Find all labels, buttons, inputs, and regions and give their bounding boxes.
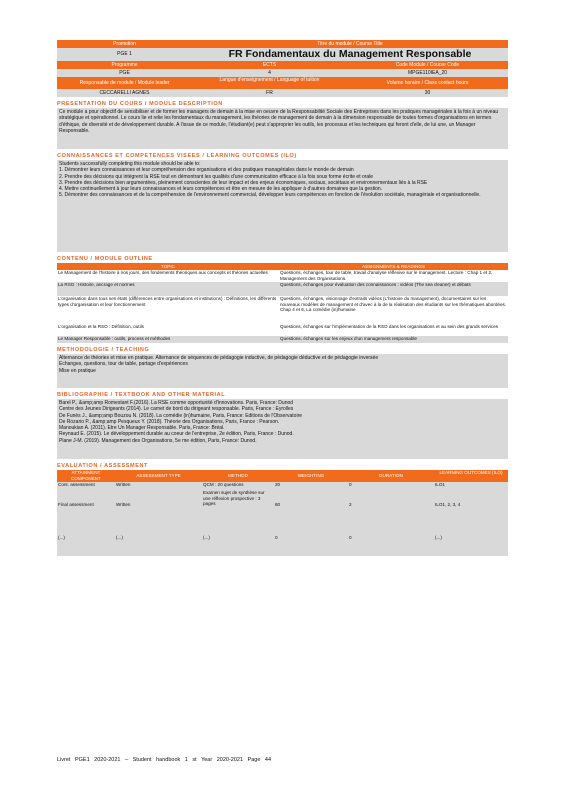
eval-header-cell: DURATION [348, 470, 434, 482]
weighting-cell: 80 [274, 490, 348, 520]
duration-cell: 2 [348, 490, 434, 520]
content-title: CONTENU / MODULE OUTLINE [57, 256, 153, 262]
eval-header-cell: LEARNING OUTCOMES (ILO) [434, 470, 508, 482]
col-assign: ASSIGNMENTS & READINGS [361, 264, 426, 269]
bibliography-text: Barel P., &amp;amp Romestant F.(2016). La RSE comme opportunité d'innovations. Paris, France: Dunod Centre des Jeunes Dirigeants (2014). Le carnet de bord du dirigeant responsable. Paris, France : Eyrolles De Funès J., &amp;amp Bouzou N. (2018). La comédie (in)humaine, Paris, France: Editions de l'Observatoire De Rozario P., &amp;amp Pesqueux Y. (2018). Théorie des Organisations, Paris, France : Pearson. Manoukian A. (2011). Etre Un Manager Responsable. Paris, France: Bréal. Reynaud E. (2015). Le développement durable au coeur de l'entreprise, 2e édition, Paris, France : Dunod. Plane J-M. (2019). Management des Organisations, 5e me édition, Paris, France: Dunod. [57, 399, 508, 459]
table-row [57, 490, 508, 520]
type-cell: Written [115, 490, 202, 520]
hours-label: Volume horaire / Class contact hours [386, 80, 469, 86]
module-title-label: Titre du module / Course Title [317, 41, 383, 47]
methodology-text: Alternance de théories et mise en pratique. Alternance de séquences de pédagogie inductive, de pédagogie déductive et de pédagogie inversée Echanges, questions, tour de table, partage d'expériences Mise en pratique [57, 354, 508, 388]
code-value: MPGE110IEA_20 [407, 70, 448, 76]
table-row [57, 482, 508, 490]
assign-cell: Questions, échanges pour évaluation des connaissances : vidéos (The sea cleaner) et débats [279, 282, 508, 296]
leader-value: CECCARELLI AGNES [99, 90, 150, 96]
code-label: Code Module / Course Code [395, 62, 460, 68]
ilo-cell: ILO1 [434, 482, 508, 490]
eval-header-cell: ATTAINMENT COMPONENT [57, 470, 115, 482]
assign-cell: Questions, échanges sur l'implémentation de la RSO dans les organisations et au sein des grands services [279, 324, 508, 336]
topic-cell: L'organisation dans tous ses états (différences entre organisations et institutions) : Définitions, les différents types d'organisation et leur fonctionnement [57, 296, 279, 324]
ilo-cell: ILO1, 2, 3, 4 [434, 490, 508, 520]
assign-cell: Questions, échanges, tour de table, travail d'analyse réflexive sur le management. Lecture : Chap 1 et 2, Management des Organisations. [279, 270, 508, 282]
content-table [57, 270, 508, 343]
table-row [57, 296, 508, 324]
language-value: FR [266, 90, 273, 96]
header-row-values-2 [57, 69, 508, 77]
component-cell: (...) [57, 520, 115, 556]
weighting-cell: 20 [274, 482, 348, 490]
promotion-value: PGE 1 [117, 51, 132, 57]
assign-cell: Questions, échanges, visionnage d'extraits vidéos (L'histoire du management), documentaires sur les nouveaux modèles de management et d'avec à la de la réalisation des étudiants sur les thématiques abordées. Chap 4 et 6, La comédie (in)humaine [279, 296, 508, 324]
header-row-labels-2 [57, 61, 508, 69]
methodology-title: METHODOLOGIE / TEACHING [57, 347, 150, 353]
bibliography-title: BIBLIOGRAPHIE / TEXTBOOK AND OTHER MATERIAL [57, 392, 226, 398]
programme-value: PGE [119, 70, 130, 76]
table-row [57, 520, 508, 556]
duration-cell: 0 [348, 520, 434, 556]
topic-cell: Le Manager Responsable : outils, process et méthodes [57, 336, 279, 343]
ects-value: 4 [268, 70, 271, 76]
topic-cell: Le Management de l'histoire à nos jours, des fondements théoriques aux concepts et théories actuelles [57, 270, 279, 282]
leader-label: Responsable de module / Module leader [79, 80, 170, 86]
module-title-value: FR Fondamentaux du Management Responsable [228, 48, 472, 60]
eval-header-cell: WEIGHTING [274, 470, 348, 482]
type-cell: Written [115, 482, 202, 490]
ects-label: ECTS [262, 62, 277, 68]
header-row-values-1 [57, 48, 508, 61]
module-sheet [57, 40, 508, 556]
outcomes-title: CONNAISSANCES ET COMPETENCES VISEES / LEARNING OUTCOMES (ILO) [57, 153, 297, 159]
table-row [57, 270, 508, 282]
language-label: Langue d'enseignement / Language of tuition [219, 77, 320, 83]
header-row-values-3 [57, 89, 508, 97]
col-topic: TOPIC [161, 264, 175, 269]
weighting-cell: 0 [274, 520, 348, 556]
topic-cell: La RSO : Histoire, ancrage et normes [57, 282, 279, 296]
component-cell: Final assessment [57, 490, 115, 520]
hours-value: 30 [424, 90, 431, 96]
content-table-header [57, 263, 508, 270]
eval-header-cell: METHOD [202, 470, 274, 482]
header-row-labels-3 [57, 77, 508, 89]
header-row-labels-1 [57, 40, 508, 48]
method-cell: (...) [202, 520, 274, 556]
method-cell: QCM : 20 questions [202, 482, 274, 490]
method-cell: Examen sujet de synthèse sur une réflexion prospective : 3 pages [202, 490, 274, 520]
eval-header-cell: ASSESSMENT TYPE [115, 470, 202, 482]
page-footer: Livret PGE1 2020-2021 – Student handbook 1 st Year 2020-2021 Page 44 [57, 757, 272, 763]
evaluation-title: EVALUATION / ASSESSMENT [57, 463, 149, 469]
presentation-title: PRESENTATION DU COURS / MODULE DESCRIPTION [57, 101, 223, 107]
evaluation-table [57, 470, 508, 556]
component-cell: Cont. assessment [57, 482, 115, 490]
assign-cell: Questions, échanges sur les enjeux d'un management responsable [279, 336, 508, 343]
table-row [57, 282, 508, 296]
duration-cell: 0 [348, 482, 434, 490]
presentation-text: Ce module a pour objectif de sensibiliser et de former les managers de demain à la mise en oeuvre de la Responsabilité Sociale des Entreprises dans les pratiques managériales à la fois à un niveau stratégique et opérationnel. Le cours lie et relie les fondamentaux du management, les théories de management de demain à la dimension responsable de toutes formes d'organisations en termes d'éthique, de diversité et de développement durable. A l'issue de ce module, l'étudiant(e) peut s'approprier les outils, les processus et les techniques qui feront d'elle, de lui une, un Manager Responsable. [57, 108, 508, 149]
programme-label: Programme [111, 62, 138, 68]
topic-cell: L'organisation et la RSO : Définition, outils [57, 324, 279, 336]
outcomes-text: Students successfully completing this module should be able to: 1. Démontrer leurs connaissances et leur compréhension des organisations et des pratiques managériales dans le monde de demain 2. Prendre des décisions qui intègrent la RSE tout en démontrant les qualités d'une communication efficace à la fois sous forme écrite et orale 3. Prendre des décisions bien argumentées, pleinement conscientes de leur impact et des enjeux économiques, sociaux, sociétaux et environnementaux liés à la RSE 4. Mettre continuellement à jour leurs connaissances et leurs compétences et être en mesure de les appliquer à d'autres domaines que la gestion. 5. Démontrer des connaissances et de la compréhension de l'environnement commercial, développer leurs compétences en fonction de l'évolution sociétale, managériale et organisationnelle. [57, 160, 508, 252]
ilo-cell: (...) [434, 520, 508, 556]
type-cell: (...) [115, 520, 202, 556]
table-row [57, 336, 508, 343]
table-row [57, 324, 508, 336]
evaluation-header-row [57, 470, 508, 482]
promotion-label: Promotion [113, 41, 136, 47]
